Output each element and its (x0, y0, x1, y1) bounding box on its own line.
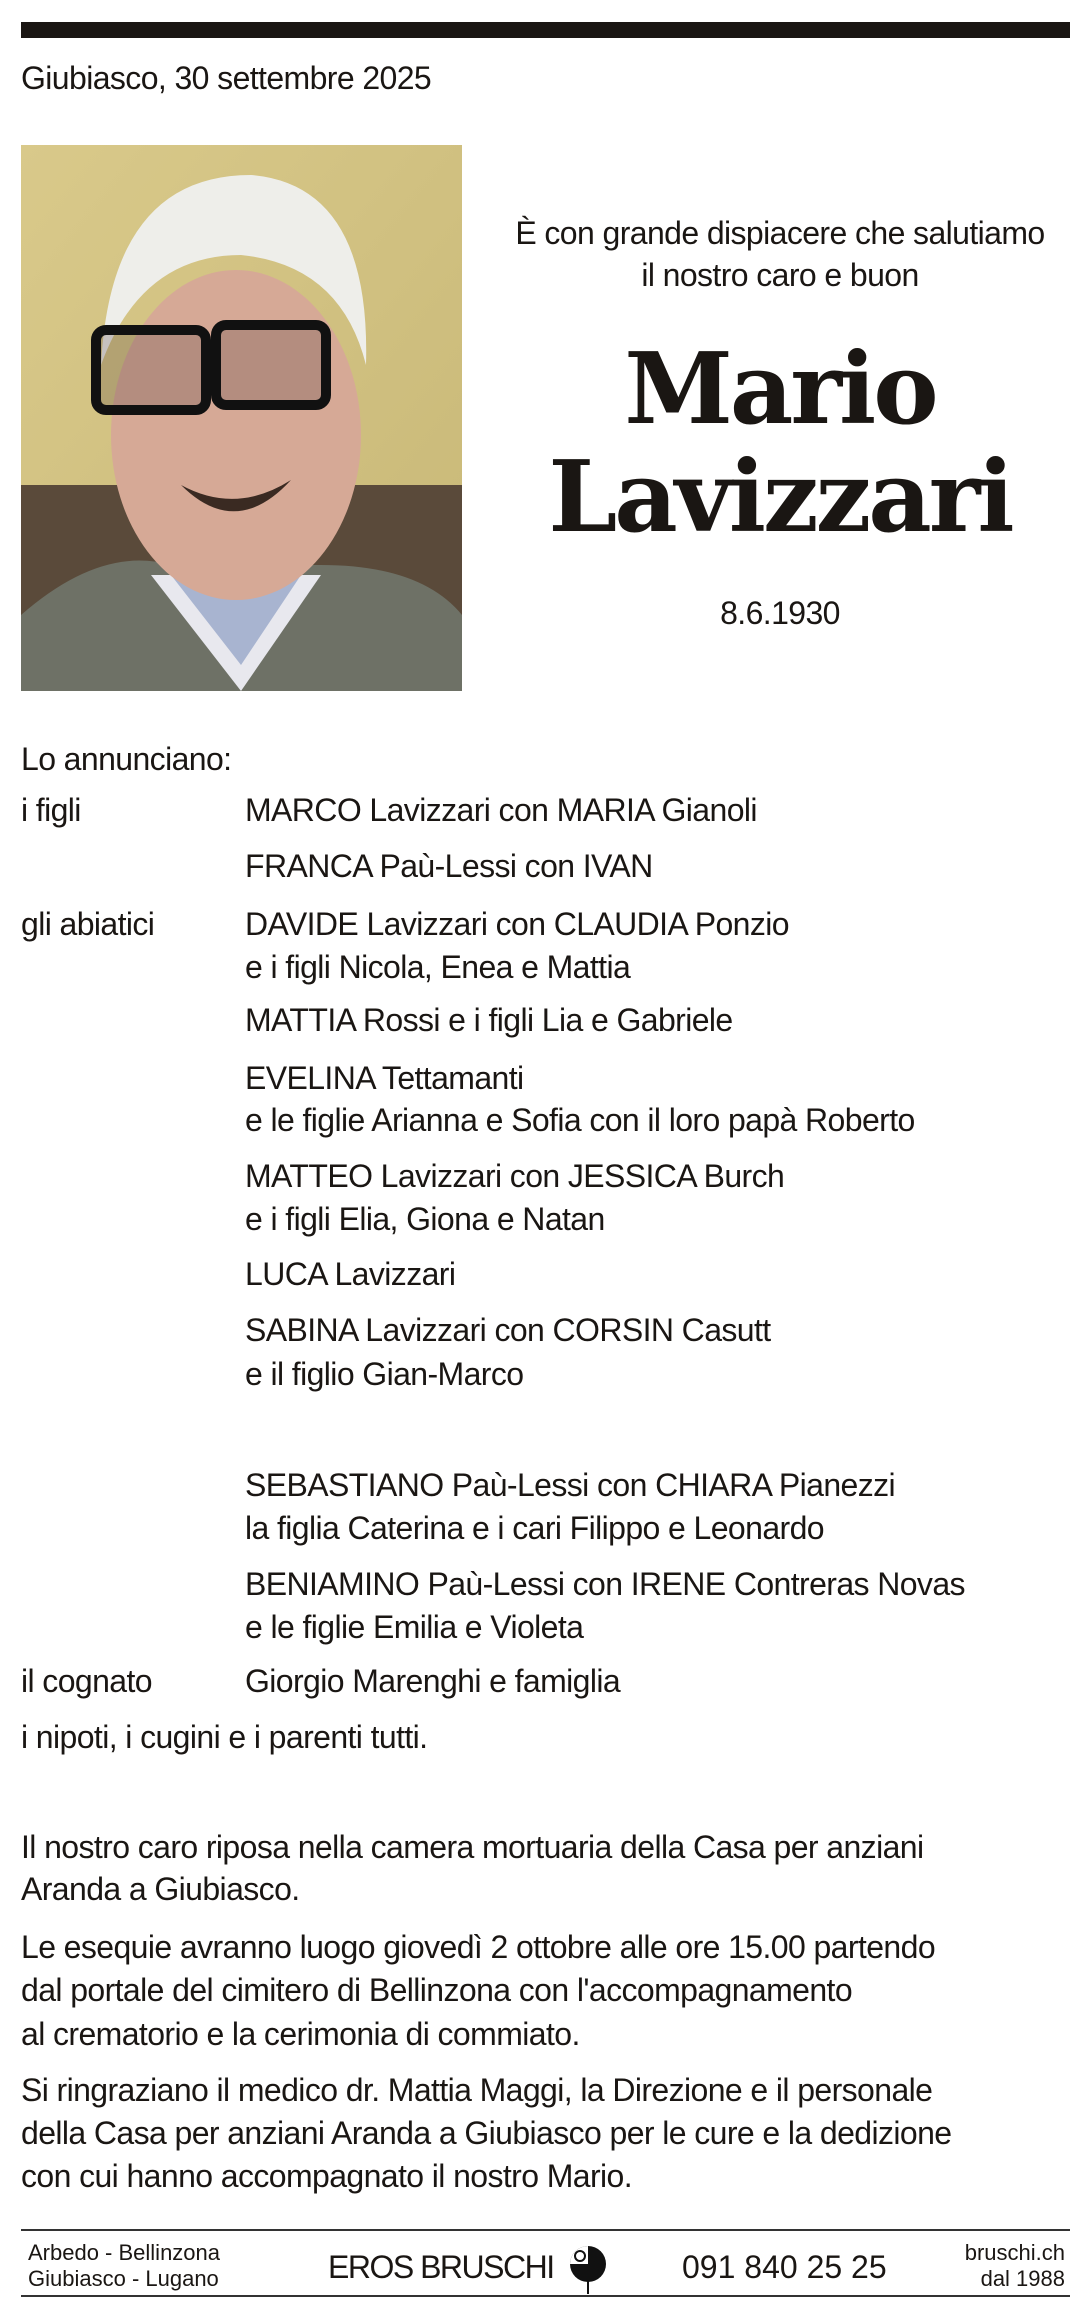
paragraph-line: Aranda a Giubiasco. (21, 1871, 300, 1907)
family-member-line: FRANCA Paù-Lessi con IVAN (245, 848, 653, 884)
portrait-photo (21, 145, 462, 691)
birth-date: 8.6.1930 (720, 595, 840, 631)
footer-location-1: Arbedo - Bellinzona (28, 2240, 221, 2265)
footer-since: dal 1988 (980, 2266, 1065, 2291)
relation-label: il cognato (21, 1663, 152, 1699)
paragraph-line: con cui hanno accompagnato il nostro Mario. (21, 2158, 633, 2194)
family-member-line: MARCO Lavizzari con MARIA Gianoli (245, 792, 757, 828)
family-member-line: LUCA Lavizzari (245, 1256, 456, 1292)
brand-logo-icon (568, 2240, 612, 2296)
footer-location-2: Giubiasco - Lugano (28, 2266, 219, 2291)
announce-label: Lo annunciano: (21, 741, 232, 777)
intro-line-1: È con grande dispiacere che salutiamo (515, 215, 1045, 251)
footer-website: bruschi.ch (964, 2240, 1065, 2265)
relatives-line: i nipoti, i cugini e i parenti tutti. (21, 1719, 428, 1755)
place-date: Giubiasco, 30 settembre 2025 (21, 60, 432, 96)
family-member-line: Giorgio Marenghi e famiglia (245, 1663, 621, 1699)
family-member-line: MATTEO Lavizzari con JESSICA Burch (245, 1158, 785, 1194)
deceased-first-name: Mario (624, 332, 936, 447)
family-member-line: e i figli Nicola, Enea e Mattia (245, 949, 631, 985)
family-member-line: e i figli Elia, Giona e Natan (245, 1201, 605, 1237)
footer-phone: 091 840 25 25 (682, 2249, 887, 2285)
footer-bottom-rule (21, 2295, 1070, 2297)
paragraph-line: al crematorio e la cerimonia di commiato. (21, 2016, 580, 2052)
relation-label: gli abiatici (21, 906, 155, 942)
family-member-line: SABINA Lavizzari con CORSIN Casutt (245, 1312, 771, 1348)
paragraph-line: Il nostro caro riposa nella camera mortuaria della Casa per anziani (21, 1829, 924, 1865)
footer-top-rule (21, 2229, 1070, 2231)
family-member-line: SEBASTIANO Paù-Lessi con CHIARA Pianezzi (245, 1467, 896, 1503)
family-member-line: BENIAMINO Paù-Lessi con IRENE Contreras Novas (245, 1566, 965, 1602)
paragraph-line: Si ringraziano il medico dr. Mattia Maggi, la Direzione e il personale (21, 2072, 933, 2108)
family-member-line: e le figlie Emilia e Violeta (245, 1609, 584, 1645)
top-rule (21, 22, 1070, 38)
footer-brand: EROS BRUSCHI (328, 2249, 554, 2285)
family-member-line: e il figlio Gian-Marco (245, 1356, 524, 1392)
deceased-last-name: Lavizzari (548, 440, 1012, 555)
paragraph-line: della Casa per anziani Aranda a Giubiasco per le cure e la dedizione (21, 2115, 952, 2151)
paragraph-line: Le esequie avranno luogo giovedì 2 ottobre alle ore 15.00 partendo (21, 1929, 936, 1965)
family-member-line: MATTIA Rossi e i figli Lia e Gabriele (245, 1002, 733, 1038)
family-member-line: e le figlie Arianna e Sofia con il loro papà Roberto (245, 1102, 915, 1138)
paragraph-line: dal portale del cimitero di Bellinzona con l'accompagnamento (21, 1972, 853, 2008)
family-member-line: EVELINA Tettamanti (245, 1060, 524, 1096)
intro-line-2: il nostro caro e buon (641, 257, 919, 293)
family-member-line: DAVIDE Lavizzari con CLAUDIA Ponzio (245, 906, 789, 942)
family-member-line: la figlia Caterina e i cari Filippo e Leonardo (245, 1510, 824, 1546)
relation-label: i figli (21, 792, 81, 828)
